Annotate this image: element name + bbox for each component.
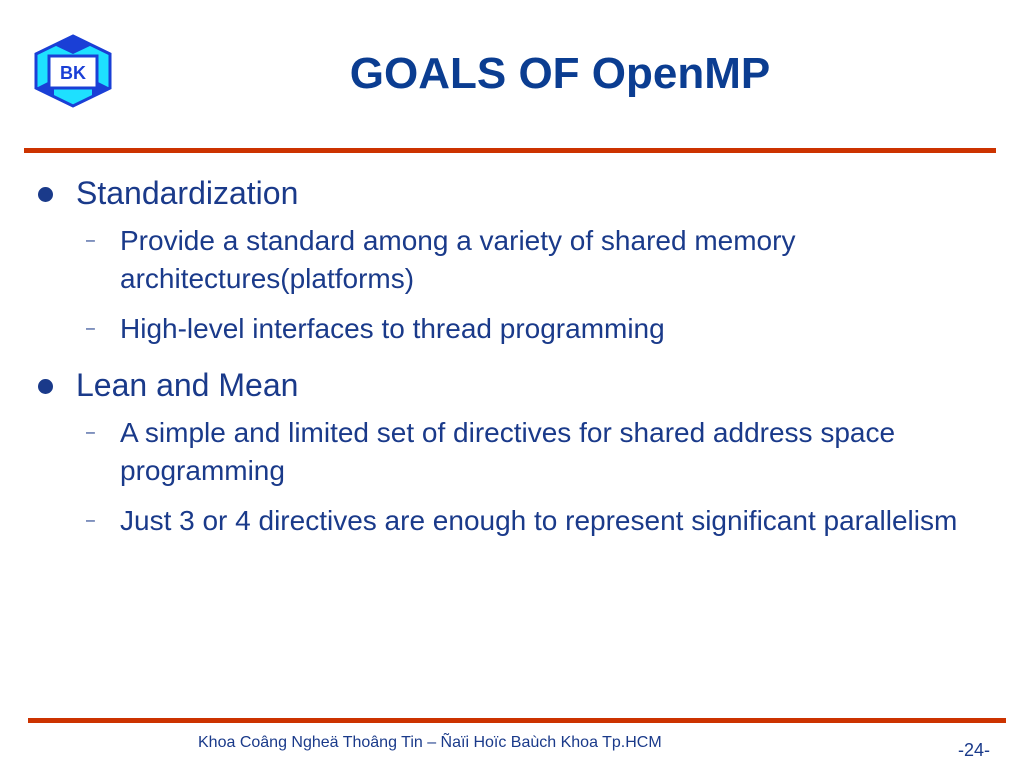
sub-bullet-item xyxy=(36,310,996,348)
title-divider xyxy=(24,148,996,153)
slide-title: GOALS OF OpenMP xyxy=(349,49,771,98)
dash-icon: – xyxy=(86,232,95,249)
bullet-icon xyxy=(38,187,53,202)
sub-bullet-item xyxy=(36,502,996,540)
sub-bullet-item xyxy=(36,222,996,298)
bullet-list xyxy=(36,168,996,552)
sub-bullet-text: A simple and limited set of directives for shared address space programming xyxy=(120,417,896,486)
logo-text: BK xyxy=(60,63,86,83)
dash-icon: – xyxy=(86,512,95,529)
sub-bullet-text: High-level interfaces to thread programming xyxy=(120,313,665,344)
bullet-icon xyxy=(38,379,53,394)
sub-bullet-text: Provide a standard among a variety of shared memory architectures(platforms) xyxy=(120,225,796,294)
footer-text: Khoa Coâng Ngheä Thoâng Tin – Ñaïi Hoïc Baùch Khoa Tp.HCM xyxy=(198,734,662,751)
bullet-item xyxy=(36,360,996,410)
bullet-text: Standardization xyxy=(76,175,299,211)
dash-icon: – xyxy=(86,320,95,337)
footer-divider xyxy=(28,718,1006,723)
bullet-text: Lean and Mean xyxy=(76,367,299,403)
sub-bullet-item xyxy=(36,414,996,490)
dash-icon: – xyxy=(86,424,95,441)
page-number: -24- xyxy=(957,740,990,760)
bullet-item xyxy=(36,168,996,218)
sub-bullet-text: Just 3 or 4 directives are enough to represent significant parallelism xyxy=(120,505,958,536)
bk-logo xyxy=(32,34,114,108)
